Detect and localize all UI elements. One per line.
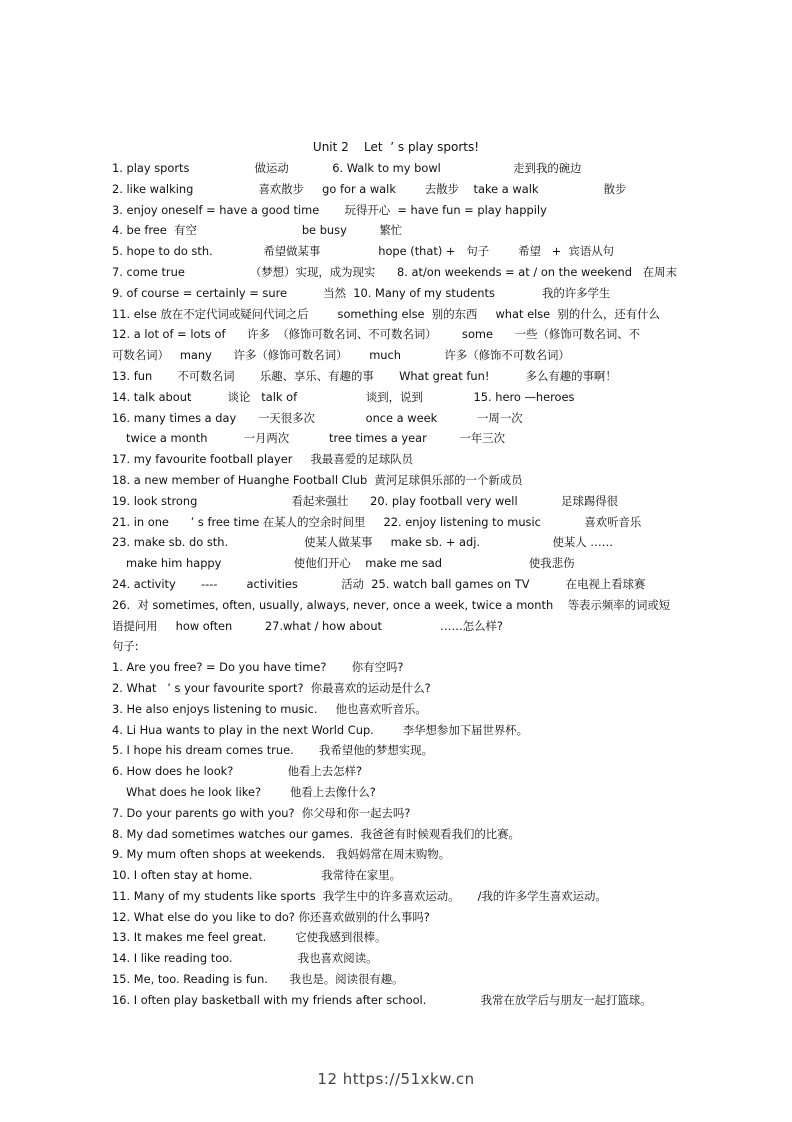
text-line: twice a month 一月两次 tree times a year 一年三次 <box>126 431 505 446</box>
section-heading: 句子: <box>112 639 139 654</box>
text-line: 5. hope to do sth. 希望做某事 hope (that) + 句子 希望 + 宾语从句 <box>112 244 615 259</box>
sentence-line: What does he look like? 他看上去像什么? <box>126 784 376 799</box>
sentence-line: 6. How does he look? 他看上去怎样? <box>112 764 363 779</box>
sentence-line: 16. I often play basketball with my friends after school. 我常在放学后与朋友一起打篮球。 <box>112 992 652 1007</box>
sentence-line: 12. What else do you like to do? 你还喜欢做别的什么事吗? <box>112 909 430 924</box>
text-line: 24. activity ---- activities 活动 25. watch ball games on TV 在电视上看球赛 <box>112 576 646 591</box>
vocabulary-list <box>112 158 677 1011</box>
sentence-line: 5. I hope his dream comes true. 我希望他的梦想实现。 <box>112 743 433 758</box>
sentence-line: 9. My mum often shops at weekends. 我妈妈常在周末购物。 <box>112 847 451 862</box>
text-line: 14. talk about 谈论 talk of 谈到，说到 15. hero —heroes <box>112 389 575 404</box>
text-line: 18. a new member of Huanghe Football Club 黄河足球俱乐部的一个新成员 <box>112 472 523 487</box>
text-line: 13. fun 不可数名词 乐趣、享乐、有趣的事 What great fun! 多么有趣的事啊！ <box>112 368 617 383</box>
text-line: 1. play sports 做运动 6. Walk to my bowl 走到我的碗边 <box>112 161 582 175</box>
text-line: 3. enjoy oneself = have a good time 玩得开心 = have fun = play happily <box>112 202 547 217</box>
sentence-line: 4. Li Hua wants to play in the next World Cup. 李华想参加下届世界杯。 <box>112 722 529 737</box>
text-line: make him happy 使他们开心 make me sad 使我悲伤 <box>126 556 575 571</box>
sentence-line: 8. My dad sometimes watches our games. 我爸爸有时候观看我们的比赛。 <box>112 826 520 841</box>
text-line: 16. many times a day 一天很多次 once a week 一周一次 <box>112 410 523 425</box>
page-title: Unit 2 Let ’ s play sports! <box>312 140 480 154</box>
text-line: 17. my favourite football player 我最喜爱的足球队员 <box>112 452 414 467</box>
text-line: 21. in one ’ s free time 在某人的空余时间里 22. enjoy listening to music 喜欢听音乐 <box>112 514 642 529</box>
page-footer: 12 https://51xkw.cn <box>317 1070 475 1088</box>
sentence-line: 15. Me, too. Reading is fun. 我也是。阅读很有趣。 <box>112 972 404 987</box>
text-line: 2. like walking 喜欢散步 go for a walk 去散步 take a walk 散步 <box>112 181 627 196</box>
text-line: 4. be free 有空 be busy 繁忙 <box>112 223 403 238</box>
sentence-line: 7. Do your parents go with you? 你父母和你一起去吗? <box>112 805 411 820</box>
text-line: 7. come true （梦想）实现，成为现实 8. at/on weekends = at / on the weekend 在周末 <box>112 264 677 279</box>
sentence-line: 1. Are you free? = Do you have time? 你有空吗? <box>112 660 404 675</box>
sentence-line: 14. I like reading too. 我也喜欢阅读。 <box>112 951 378 966</box>
text-line: 26. 对 sometimes, often, usually, always, never, once a week, twice a month 等表示频率的词或短 <box>112 597 671 612</box>
text-line: 9. of course = certainly = sure 当然 10. Many of my students 我的许多学生 <box>112 285 611 300</box>
sentence-line: 2. What ’ s your favourite sport? 你最喜欢的运动是什么? <box>112 680 431 695</box>
sentence-line: 3. He also enjoys listening to music. 他也喜欢听音乐。 <box>112 701 427 716</box>
sentence-line: 13. It makes me feel great. 它使我感到很棒。 <box>112 930 387 945</box>
sentence-line: 10. I often stay at home. 我常待在家里。 <box>112 868 402 883</box>
text-line: 可数名词） many 许多（修饰可数名词） much 许多（修饰不可数名词） <box>112 348 570 363</box>
text-line: 语提问用 how often 27.what / how about ……怎么样? <box>112 618 503 633</box>
text-line: 12. a lot of = lots of 许多 （修饰可数名词、不可数名词） some 一些（修饰可数名词、不 <box>112 327 641 342</box>
text-line: 19. look strong 看起来强壮 20. play football very well 足球踢得很 <box>112 493 619 508</box>
text-line: 11. else 放在不定代词或疑问代词之后 something else 别的东西 what else 别的什么，还有什么 <box>112 306 660 321</box>
text-line: 23. make sb. do sth. 使某人做某事 make sb. + adj. 使某人 …… <box>112 535 614 550</box>
sentence-line: 11. Many of my students like sports 我学生中的许多喜欢运动。 /我的许多学生喜欢运动。 <box>112 888 607 903</box>
